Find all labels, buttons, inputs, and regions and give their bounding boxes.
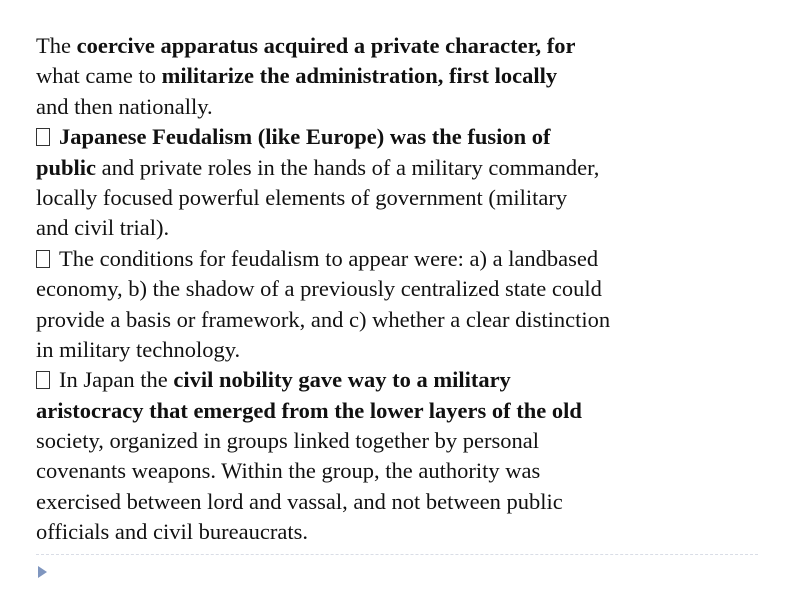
text-segment: provide a basis or framework, and c) whether a clear distinction bbox=[36, 306, 611, 332]
bold-text-segment: public bbox=[36, 154, 97, 180]
bold-text-segment: coercive apparatus acquired a private character, for bbox=[76, 33, 576, 58]
text-line bbox=[36, 487, 776, 517]
text-line bbox=[36, 274, 776, 304]
bold-text-segment: aristocracy that emerged from the lower layers of the old bbox=[36, 397, 582, 423]
text-line bbox=[36, 426, 776, 456]
text-segment: and private roles in the hands of a military commander, bbox=[96, 154, 600, 180]
text-segment: In Japan the bbox=[59, 367, 174, 393]
bullet-paragraph-line bbox=[36, 365, 776, 395]
text-line bbox=[36, 153, 776, 183]
slide-body-text bbox=[36, 31, 776, 548]
text-segment: locally focused powerful elements of government (military bbox=[36, 184, 568, 210]
text-segment: covenants weapons. Within the group, the authority was bbox=[36, 458, 541, 484]
bullet-paragraph-line bbox=[36, 122, 776, 152]
text-segment: in military technology. bbox=[36, 336, 241, 362]
text-line bbox=[36, 213, 776, 243]
text-segment: economy, b) the shadow of a previously centralized state could bbox=[36, 276, 602, 302]
text-segment: officials and civil bureaucrats. bbox=[36, 519, 308, 545]
bullet-box-icon bbox=[36, 371, 50, 389]
text-line bbox=[36, 305, 776, 335]
footer-divider bbox=[36, 554, 758, 555]
text-line bbox=[36, 31, 776, 61]
text-segment: The bbox=[36, 33, 77, 58]
text-line bbox=[36, 396, 776, 426]
bold-text-segment: civil nobility gave way to a military bbox=[173, 367, 511, 393]
triangle-right-icon[interactable] bbox=[38, 566, 47, 578]
text-segment: society, organized in groups linked together by personal bbox=[36, 428, 539, 454]
text-line bbox=[36, 92, 776, 122]
text-line bbox=[36, 61, 776, 91]
text-segment: what came to bbox=[36, 63, 162, 89]
bullet-box-icon bbox=[36, 128, 50, 146]
bold-text-segment: militarize the administration, first locally bbox=[161, 63, 558, 89]
text-line bbox=[36, 517, 776, 547]
text-segment: The conditions for feudalism to appear were: a) a landbased bbox=[59, 245, 599, 271]
bold-text-segment: Japanese Feudalism (like Europe) was the fusion of bbox=[59, 124, 551, 150]
text-segment: exercised between lord and vassal, and not between public bbox=[36, 488, 563, 514]
text-segment: and civil trial). bbox=[36, 215, 170, 241]
text-line bbox=[36, 456, 776, 486]
bullet-box-icon bbox=[36, 250, 50, 268]
bullet-paragraph-line bbox=[36, 244, 776, 274]
text-segment: and then nationally. bbox=[36, 93, 213, 119]
text-line bbox=[36, 183, 776, 213]
text-line bbox=[36, 335, 776, 365]
